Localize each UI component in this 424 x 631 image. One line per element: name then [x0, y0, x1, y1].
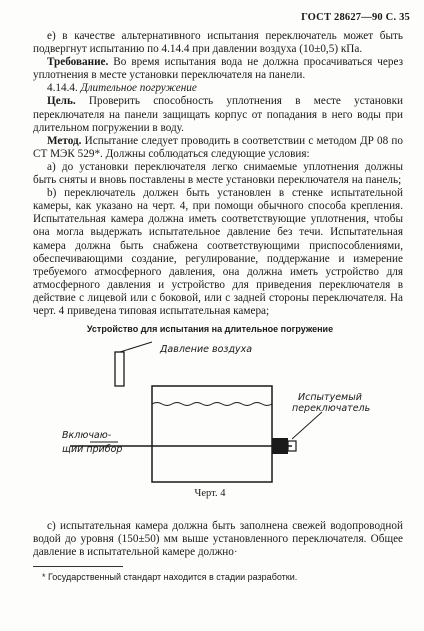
label-switch-line1: Испытуемый — [298, 392, 362, 403]
label-switch-line2: переключатель — [292, 403, 371, 414]
footnote: * Государственный стандарт находится в стадии разработки. — [42, 572, 298, 582]
switch-leader — [292, 412, 322, 439]
page-header: ГОСТ 28627—90 С. 35 — [301, 12, 410, 23]
section-heading — [33, 82, 403, 95]
method-text: Испытание следует проводить в соответствии с методом ДР 08 по СТ МЭК 529*. Должны соблюдаться следующие условия: — [33, 134, 403, 160]
test-chamber-diagram — [60, 338, 380, 488]
footnote-separator — [33, 566, 123, 567]
requirement-label: Требование. — [47, 56, 109, 69]
label-air-pressure: Давление воздуха — [160, 344, 253, 355]
paragraph-e: е) в качестве альтернативного испытания переключатель может быть подвергнут испытанию по 4.14.4 при давлении воздуха (10±0,5) кПа. — [33, 30, 403, 56]
requirement-text: Во время испытания вода не должна просачиваться через уплотнения в месте установки переключателя на панели. — [33, 56, 403, 82]
method-label: Метод. — [47, 134, 82, 147]
paragraph-requirement — [33, 56, 403, 82]
paragraph-b: b) переключатель должен быть установлен в стенке испытательной камеры, как указано на черт. 4, при помощи обычного способа крепления. Испытательная камера должна иметь соответствующие уплотнения, чтобы она могла выдержать испытательное давление без течи. Испытательная камера должна быть снабжена соответствующими приспособлениями, обеспечивающими создание, регулирование, поддержание и измерение требуемого атмосферного давления, она должна иметь устройство для атмосферного давления и устройство для приведения переключателя в действие с лицевой или с боковой, или с задней стороны переключателя. На черт. 4 приведена типовая испытательная камера; — [33, 187, 403, 317]
test-chamber — [152, 386, 272, 482]
label-device-line1: Включаю- — [62, 430, 112, 441]
document-body — [33, 30, 403, 318]
figure-number: Черт. 4 — [194, 488, 226, 499]
switch-body — [272, 438, 288, 454]
section-number: 4.14.4. — [47, 82, 78, 95]
label-device-line2: щий прибор — [62, 444, 123, 455]
paragraph-a: а) до установки переключателя легко снимаемые уплотнения должны быть сняты и вновь поставлены в месте установки переключателя на панель; — [33, 160, 403, 187]
air-arrow-line — [120, 342, 152, 352]
air-inlet-pipe — [115, 352, 124, 386]
paragraph-purpose — [33, 95, 403, 134]
paragraph-c — [33, 520, 403, 559]
paragraph-method — [33, 135, 403, 161]
water-level — [152, 403, 272, 406]
purpose-text: Проверить способность уплотнения в месте установки переключателя на панели защищать корпус от попадания в него воды при длительном погружении в воду. — [33, 95, 403, 134]
figure-caption: Устройство для испытания на длительное погружение — [86, 324, 334, 334]
paragraph-c-text: с) испытательная камера должна быть заполнена свежей водопроводной водой до уровня (150±50) мм выше установленного переключателя. Общее давление в испытательной камере должно· — [33, 520, 403, 559]
section-title: Длительное погружение — [77, 82, 197, 95]
purpose-label: Цель. — [47, 95, 76, 108]
